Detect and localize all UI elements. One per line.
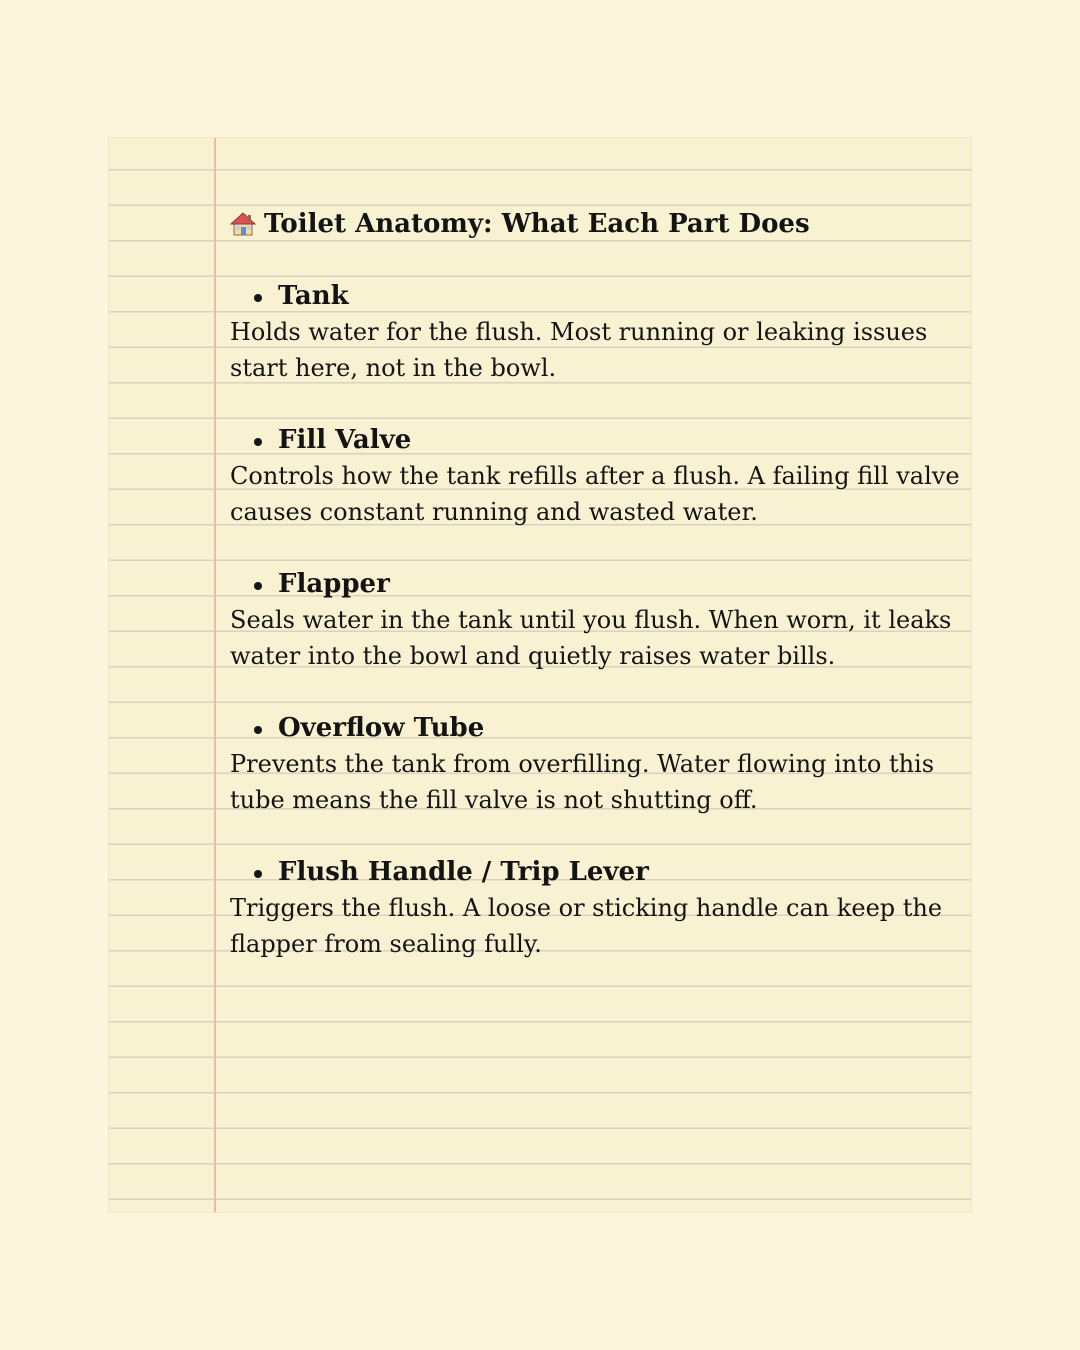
part-name: Fill Valve <box>278 425 412 455</box>
title-text: Toilet Anatomy: What Each Part Does <box>264 209 810 239</box>
part-heading <box>230 854 960 890</box>
bullet-icon <box>254 726 262 734</box>
part-name: Flapper <box>278 569 390 599</box>
part-description: Seals water in the tank until you flush. When worn, it leaks water into the bowl and quietly raises water bills. <box>230 606 952 670</box>
bullet-icon <box>254 438 262 446</box>
bullet-icon <box>254 870 262 878</box>
part-name: Overflow Tube <box>278 713 485 743</box>
part-heading <box>230 278 960 314</box>
part-section-tank <box>230 278 960 386</box>
part-description: Controls how the tank refills after a flush. A failing fill valve causes constant running and wasted water. <box>230 462 960 526</box>
document-content <box>230 206 960 962</box>
part-section-flush-handle <box>230 854 960 962</box>
part-name: Tank <box>278 281 349 311</box>
bullet-icon <box>254 294 262 302</box>
part-section-fill-valve <box>230 422 960 530</box>
page-title <box>230 206 960 242</box>
part-heading <box>230 710 960 746</box>
part-section-overflow-tube <box>230 710 960 818</box>
part-heading <box>230 566 960 602</box>
part-heading <box>230 422 960 458</box>
bullet-icon <box>254 582 262 590</box>
part-name: Flush Handle / Trip Lever <box>278 857 649 887</box>
house-icon <box>230 211 256 237</box>
part-description: Prevents the tank from overfilling. Water flowing into this tube means the fill valve is not shutting off. <box>230 750 935 814</box>
part-description: Triggers the flush. A loose or sticking handle can keep the flapper from sealing fully. <box>230 894 943 958</box>
part-section-flapper <box>230 566 960 674</box>
part-description: Holds water for the flush. Most running or leaking issues start here, not in the bowl. <box>230 318 928 382</box>
